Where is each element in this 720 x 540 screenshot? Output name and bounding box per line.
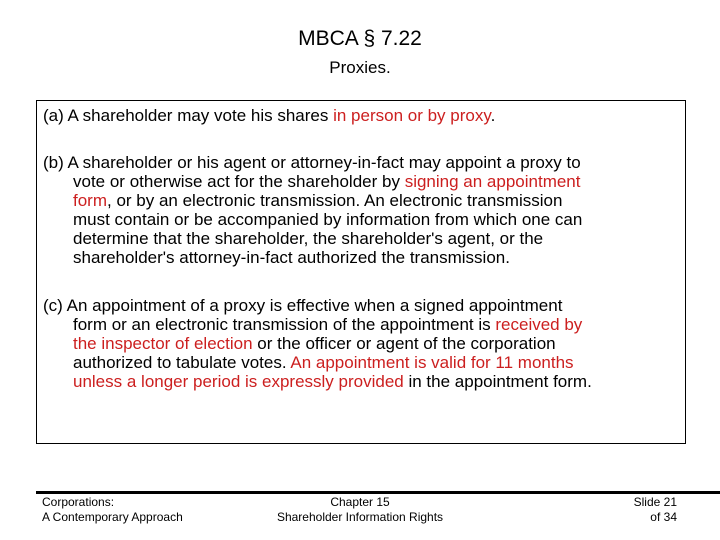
paragraph-b-text-3: , or by an electronic transmission. An electronic transmission: [107, 191, 563, 210]
paragraph-a: [43, 106, 688, 125]
paragraph-c-text-5: in the appointment form.: [403, 372, 592, 391]
footer-slide-number-line-1: Slide 21: [633, 495, 677, 509]
paragraph-c-line-3: [43, 334, 688, 353]
paragraph-c-text-4: authorized to tabulate votes.: [73, 353, 291, 372]
paragraph-b-text-2: vote or otherwise act for the shareholder by: [73, 172, 405, 191]
paragraph-c-text-3: or the officer or agent of the corporation: [252, 334, 556, 353]
paragraph-b-line-3: [43, 191, 688, 210]
statute-text-box: [36, 100, 686, 444]
paragraph-c-line-4: [43, 353, 688, 372]
paragraph-b-line-1: (b) A shareholder or his agent or attorney-in-fact may appoint a proxy to: [43, 153, 581, 172]
footer-course-line-1: Corporations:: [42, 495, 115, 509]
paragraph-c-emphasis-2: received by: [495, 315, 583, 334]
paragraph-c: [43, 296, 688, 391]
paragraph-c-text-2: form or an electronic transmission of the appointment is: [73, 315, 496, 334]
paragraph-b-emphasis-3: form: [73, 191, 107, 210]
paragraph-a-text: (a) A shareholder may vote his shares: [43, 106, 334, 125]
paragraph-a-line: [43, 106, 688, 125]
slide-subtitle: Proxies.: [329, 58, 391, 77]
footer-chapter: [230, 495, 490, 525]
paragraph-a-period: .: [490, 106, 496, 125]
slide-title: MBCA § 7.22: [298, 27, 422, 50]
footer-course: [42, 495, 183, 525]
footer-course-line-2: A Contemporary Approach: [42, 510, 183, 524]
paragraph-c-emphasis-5: unless a longer period is expressly provided: [73, 372, 404, 391]
paragraph-c-line-5: [43, 372, 688, 391]
footer-slide-number-line-2: of 34: [650, 510, 677, 524]
footer-chapter-line-1: Chapter 15: [330, 495, 390, 509]
footer-chapter-line-2: Shareholder Information Rights: [276, 510, 444, 524]
paragraph-c-emphasis-3: the inspector of election: [73, 334, 253, 353]
paragraph-b-line-2: [43, 172, 688, 191]
paragraph-b-line-4: must contain or be accompanied by information from which one can: [73, 210, 583, 229]
paragraph-b-emphasis-2: signing an appointment: [404, 172, 581, 191]
paragraph-b: [43, 153, 688, 267]
footer-slide-number: [580, 495, 677, 525]
paragraph-c-line-2: [43, 315, 688, 334]
paragraph-b-line-5: determine that the shareholder, the shareholder's agent, or the: [73, 229, 544, 248]
paragraph-a-emphasis: in person or by proxy: [333, 106, 491, 125]
footer-divider: [36, 491, 720, 494]
paragraph-c-emphasis-4: An appointment is valid for 11 months: [290, 353, 574, 372]
paragraph-c-line-1: (c) An appointment of a proxy is effective when a signed appointment: [43, 296, 563, 315]
paragraph-b-line-6: shareholder's attorney-in-fact authorized the transmission.: [73, 248, 510, 267]
